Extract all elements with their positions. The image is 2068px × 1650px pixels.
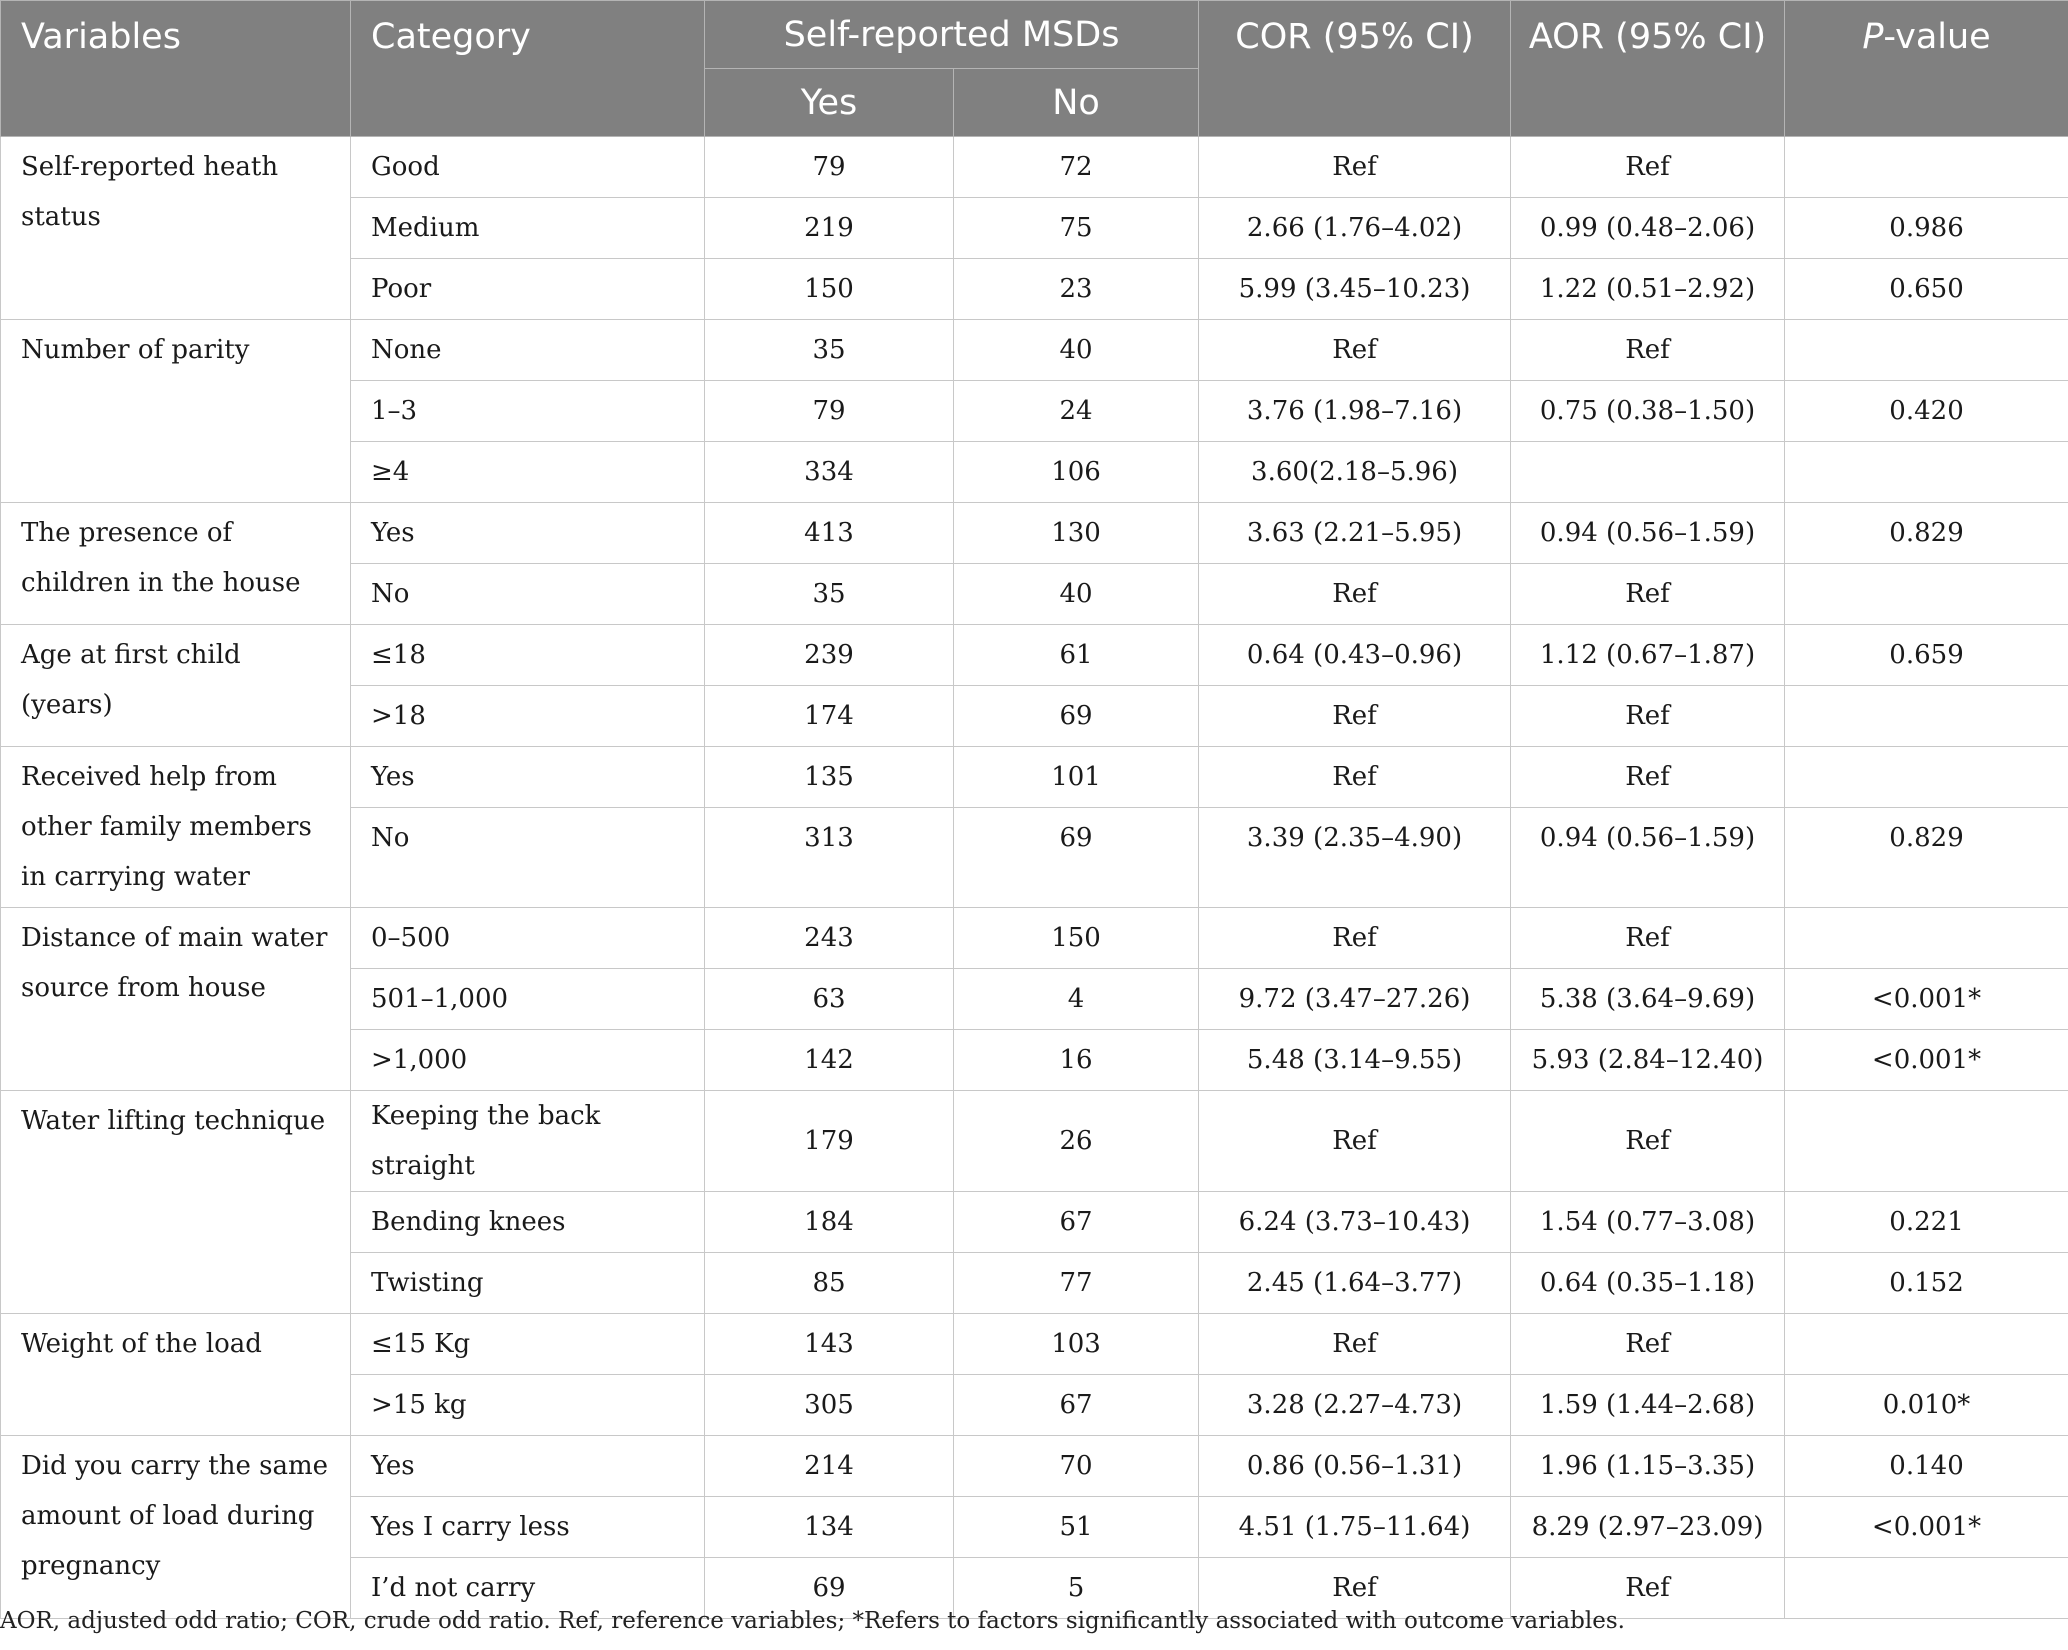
p-cell: 0.650 (1785, 259, 2068, 320)
cor-cell: 6.24 (3.73–10.43) (1199, 1192, 1511, 1253)
p-cell: 0.010* (1785, 1375, 2068, 1436)
header-p-value (1785, 1, 2068, 137)
p-cell (1785, 1314, 2068, 1375)
yes-cell: 79 (705, 381, 954, 442)
table-row (1, 137, 2068, 198)
p-cell: <0.001* (1785, 969, 2068, 1030)
yes-cell: 179 (705, 1091, 954, 1192)
p-cell (1785, 1558, 2068, 1619)
yes-cell: 35 (705, 564, 954, 625)
category-cell: Yes I carry less (351, 1497, 705, 1558)
category-cell: None (351, 320, 705, 381)
no-cell: 51 (954, 1497, 1199, 1558)
cor-cell: Ref (1199, 1091, 1511, 1192)
category-cell: >18 (351, 686, 705, 747)
aor-cell: 0.64 (0.35–1.18) (1511, 1253, 1785, 1314)
variable-cell: Number of parity (1, 320, 351, 503)
aor-cell: Ref (1511, 686, 1785, 747)
yes-cell: 134 (705, 1497, 954, 1558)
no-cell: 75 (954, 198, 1199, 259)
header-p-italic: P (1862, 17, 1884, 57)
yes-cell: 63 (705, 969, 954, 1030)
yes-cell: 142 (705, 1030, 954, 1091)
category-cell: Good (351, 137, 705, 198)
header-variables: Variables (1, 1, 351, 137)
table-row (1, 908, 2068, 969)
p-cell (1785, 747, 2068, 808)
yes-cell: 79 (705, 137, 954, 198)
cor-cell: Ref (1199, 320, 1511, 381)
no-cell: 5 (954, 1558, 1199, 1619)
category-cell: ≤15 Kg (351, 1314, 705, 1375)
no-cell: 150 (954, 908, 1199, 969)
yes-cell: 150 (705, 259, 954, 320)
aor-cell: 8.29 (2.97–23.09) (1511, 1497, 1785, 1558)
header-cor: COR (95% CI) (1199, 1, 1511, 137)
yes-cell: 239 (705, 625, 954, 686)
no-cell: 23 (954, 259, 1199, 320)
no-cell: 101 (954, 747, 1199, 808)
p-cell (1785, 908, 2068, 969)
aor-cell: 1.96 (1.15–3.35) (1511, 1436, 1785, 1497)
no-cell: 67 (954, 1375, 1199, 1436)
variable-cell: Water lifting technique (1, 1091, 351, 1314)
yes-cell: 214 (705, 1436, 954, 1497)
cor-cell: 3.28 (2.27–4.73) (1199, 1375, 1511, 1436)
cor-cell: 0.86 (0.56–1.31) (1199, 1436, 1511, 1497)
variable-cell: Did you carry the same amount of load during pregnancy (1, 1436, 351, 1619)
no-cell: 16 (954, 1030, 1199, 1091)
no-cell: 106 (954, 442, 1199, 503)
cor-cell: 0.64 (0.43–0.96) (1199, 625, 1511, 686)
header-category: Category (351, 1, 705, 137)
aor-cell: Ref (1511, 1091, 1785, 1192)
cor-cell: Ref (1199, 1558, 1511, 1619)
p-cell (1785, 686, 2068, 747)
table-row (1, 503, 2068, 564)
no-cell: 72 (954, 137, 1199, 198)
header-p-suffix: -value (1883, 17, 1991, 57)
variable-cell: The presence of children in the house (1, 503, 351, 625)
table-row (1, 747, 2068, 808)
yes-cell: 243 (705, 908, 954, 969)
category-cell: Yes (351, 747, 705, 808)
header-msds: Self-reported MSDs (705, 1, 1199, 69)
yes-cell: 184 (705, 1192, 954, 1253)
cor-cell: Ref (1199, 686, 1511, 747)
cor-cell: 9.72 (3.47–27.26) (1199, 969, 1511, 1030)
cor-cell: Ref (1199, 908, 1511, 969)
yes-cell: 219 (705, 198, 954, 259)
category-cell: No (351, 564, 705, 625)
no-cell: 70 (954, 1436, 1199, 1497)
table-body (1, 137, 2068, 1619)
p-cell: 0.829 (1785, 503, 2068, 564)
variable-cell: Received help from other family members in carrying water (1, 747, 351, 908)
aor-cell: 1.54 (0.77–3.08) (1511, 1192, 1785, 1253)
p-cell (1785, 320, 2068, 381)
cor-cell: 3.60(2.18–5.96) (1199, 442, 1511, 503)
category-cell: Poor (351, 259, 705, 320)
aor-cell: 0.94 (0.56–1.59) (1511, 808, 1785, 908)
no-cell: 24 (954, 381, 1199, 442)
aor-cell: 1.12 (0.67–1.87) (1511, 625, 1785, 686)
p-cell (1785, 442, 2068, 503)
variable-cell: Weight of the load (1, 1314, 351, 1436)
category-cell: >15 kg (351, 1375, 705, 1436)
cor-cell: 2.45 (1.64–3.77) (1199, 1253, 1511, 1314)
aor-cell: Ref (1511, 1558, 1785, 1619)
category-cell: Twisting (351, 1253, 705, 1314)
yes-cell: 135 (705, 747, 954, 808)
cor-cell: 3.63 (2.21–5.95) (1199, 503, 1511, 564)
no-cell: 103 (954, 1314, 1199, 1375)
yes-cell: 174 (705, 686, 954, 747)
category-cell: Medium (351, 198, 705, 259)
category-cell: ≤18 (351, 625, 705, 686)
cor-cell: Ref (1199, 1314, 1511, 1375)
p-cell (1785, 1091, 2068, 1192)
aor-cell: Ref (1511, 564, 1785, 625)
cor-cell: Ref (1199, 137, 1511, 198)
p-cell (1785, 564, 2068, 625)
cor-cell: Ref (1199, 564, 1511, 625)
p-cell: 0.986 (1785, 198, 2068, 259)
cor-cell: 5.99 (3.45–10.23) (1199, 259, 1511, 320)
variable-cell: Age at first child (years) (1, 625, 351, 747)
aor-cell: 0.75 (0.38–1.50) (1511, 381, 1785, 442)
aor-cell: 1.22 (0.51–2.92) (1511, 259, 1785, 320)
p-cell: 0.659 (1785, 625, 2068, 686)
no-cell: 69 (954, 808, 1199, 908)
aor-cell: 0.99 (0.48–2.06) (1511, 198, 1785, 259)
no-cell: 26 (954, 1091, 1199, 1192)
aor-cell: 1.59 (1.44–2.68) (1511, 1375, 1785, 1436)
no-cell: 4 (954, 969, 1199, 1030)
p-cell: 0.152 (1785, 1253, 2068, 1314)
yes-cell: 313 (705, 808, 954, 908)
no-cell: 40 (954, 320, 1199, 381)
category-cell: Yes (351, 503, 705, 564)
header-aor: AOR (95% CI) (1511, 1, 1785, 137)
aor-cell: 5.93 (2.84–12.40) (1511, 1030, 1785, 1091)
p-cell: <0.001* (1785, 1030, 2068, 1091)
category-cell: Keeping the back straight (351, 1091, 705, 1192)
category-cell: 1–3 (351, 381, 705, 442)
table-row (1, 1314, 2068, 1375)
table-row (1, 1091, 2068, 1192)
aor-cell: 5.38 (3.64–9.69) (1511, 969, 1785, 1030)
yes-cell: 69 (705, 1558, 954, 1619)
yes-cell: 35 (705, 320, 954, 381)
aor-cell: 0.94 (0.56–1.59) (1511, 503, 1785, 564)
yes-cell: 85 (705, 1253, 954, 1314)
cor-cell: Ref (1199, 747, 1511, 808)
yes-cell: 334 (705, 442, 954, 503)
aor-cell: Ref (1511, 1314, 1785, 1375)
category-cell: >1,000 (351, 1030, 705, 1091)
p-cell (1785, 137, 2068, 198)
table-row (1, 320, 2068, 381)
yes-cell: 143 (705, 1314, 954, 1375)
table-footnote: AOR, adjusted odd ratio; COR, crude odd ratio. Ref, reference variables; *Refers to factors significantly associated with outcome variables. (0, 1608, 1625, 1634)
header-no: No (954, 69, 1199, 137)
yes-cell: 305 (705, 1375, 954, 1436)
aor-cell: Ref (1511, 320, 1785, 381)
cor-cell: 4.51 (1.75–11.64) (1199, 1497, 1511, 1558)
category-cell: ≥4 (351, 442, 705, 503)
category-cell: I’d not carry (351, 1558, 705, 1619)
category-cell: 501–1,000 (351, 969, 705, 1030)
p-cell: 0.420 (1785, 381, 2068, 442)
aor-cell (1511, 442, 1785, 503)
table-row (1, 1436, 2068, 1497)
aor-cell: Ref (1511, 747, 1785, 808)
variable-cell: Self-reported heath status (1, 137, 351, 320)
table-header (1, 1, 2068, 137)
table-row (1, 625, 2068, 686)
variable-cell: Distance of main water source from house (1, 908, 351, 1091)
no-cell: 77 (954, 1253, 1199, 1314)
cor-cell: 3.39 (2.35–4.90) (1199, 808, 1511, 908)
no-cell: 67 (954, 1192, 1199, 1253)
cor-cell: 2.66 (1.76–4.02) (1199, 198, 1511, 259)
cor-cell: 3.76 (1.98–7.16) (1199, 381, 1511, 442)
category-cell: 0–500 (351, 908, 705, 969)
cor-cell: 5.48 (3.14–9.55) (1199, 1030, 1511, 1091)
p-cell: <0.001* (1785, 1497, 2068, 1558)
no-cell: 40 (954, 564, 1199, 625)
category-cell: No (351, 808, 705, 908)
category-cell: Bending knees (351, 1192, 705, 1253)
no-cell: 61 (954, 625, 1199, 686)
p-cell: 0.829 (1785, 808, 2068, 908)
no-cell: 130 (954, 503, 1199, 564)
p-cell: 0.140 (1785, 1436, 2068, 1497)
category-cell: Yes (351, 1436, 705, 1497)
yes-cell: 413 (705, 503, 954, 564)
no-cell: 69 (954, 686, 1199, 747)
aor-cell: Ref (1511, 908, 1785, 969)
aor-cell: Ref (1511, 137, 1785, 198)
header-yes: Yes (705, 69, 954, 137)
p-cell: 0.221 (1785, 1192, 2068, 1253)
